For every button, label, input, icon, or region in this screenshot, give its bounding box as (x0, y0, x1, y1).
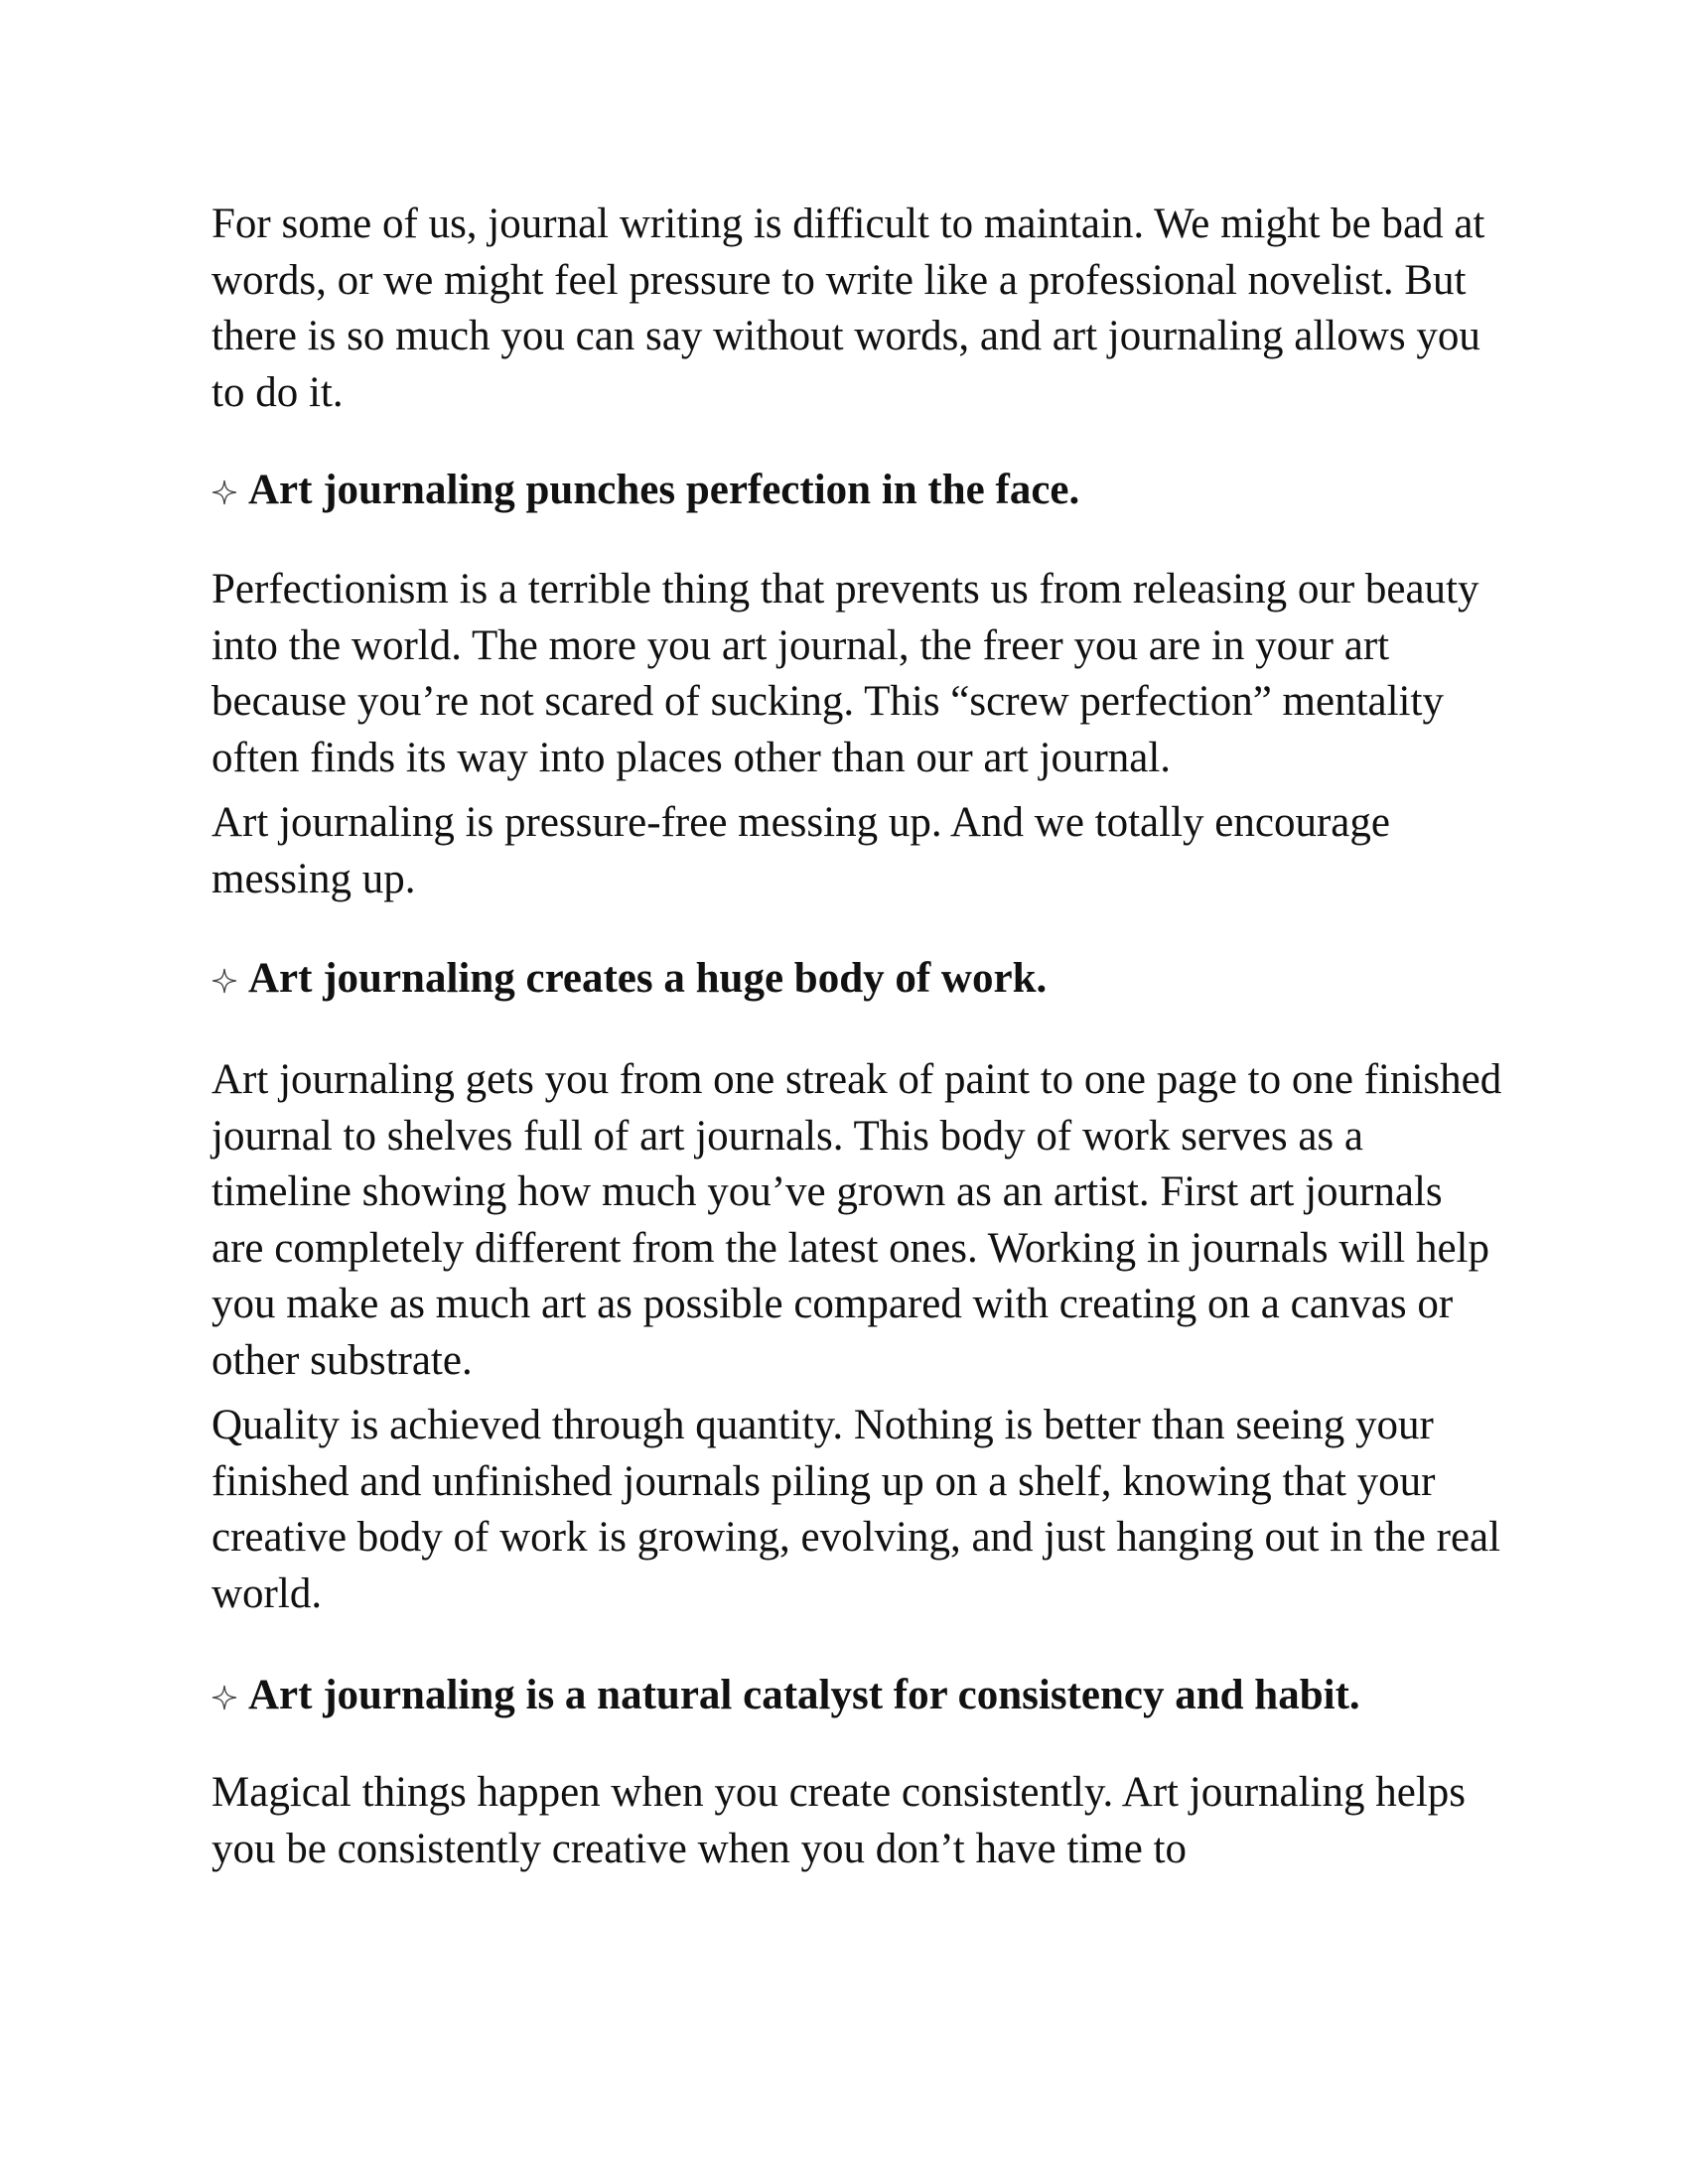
body-paragraph: Art journaling is pressure-free messing up. And we totally encourage messing up. (211, 799, 1390, 902)
document-page (211, 197, 1502, 1877)
body-paragraph: Perfectionism is a terrible thing that prevents us from releasing our beauty into the world. The more you art journal, the freer you are in your art because you’re not scared of sucking. This “screw perfection” mentality often finds its way into places other than our art journal. (211, 566, 1479, 781)
sparkle-icon (211, 1685, 237, 1710)
intro-paragraph: For some of us, journal writing is difficult to maintain. We might be bad at words, or we might feel pressure to write like a professional novelist. But there is so much you can say without words, and art journaling allows you to do it. (211, 201, 1485, 416)
sparkle-icon (211, 479, 237, 505)
body-paragraph: Art journaling gets you from one streak of paint to one page to one finished journal to shelves full of art journals. This body of work serves as a timeline showing how much you’ve grown as an artist. First art journals are completely different from the latest ones. Working in journals will help you make as much art as possible compared with creating on a canvas or other substrate. (211, 1056, 1502, 1384)
section-heading (211, 951, 1502, 1007)
section-heading (211, 1668, 1502, 1723)
body-paragraph: Quality is achieved through quantity. Nothing is better than seeing your finished and unfinished journals piling up on a shelf, knowing that your creative body of work is growing, evolving, and just hanging out in the real world. (211, 1402, 1501, 1617)
sparkle-icon (211, 968, 237, 994)
section-body (211, 1765, 1502, 1877)
body-paragraph: Magical things happen when you create consistently. Art journaling helps you be consistently creative when you don’t have time to (211, 1769, 1467, 1872)
section-heading-text: Art journaling punches perfection in the face. (248, 467, 1080, 513)
section-heading-text: Art journaling creates a huge body of work. (248, 955, 1048, 1002)
section-body (211, 562, 1502, 907)
section-heading-text: Art journaling is a natural catalyst for consistency and habit. (248, 1672, 1360, 1718)
section-heading (211, 463, 1502, 518)
section-body (211, 1052, 1502, 1622)
